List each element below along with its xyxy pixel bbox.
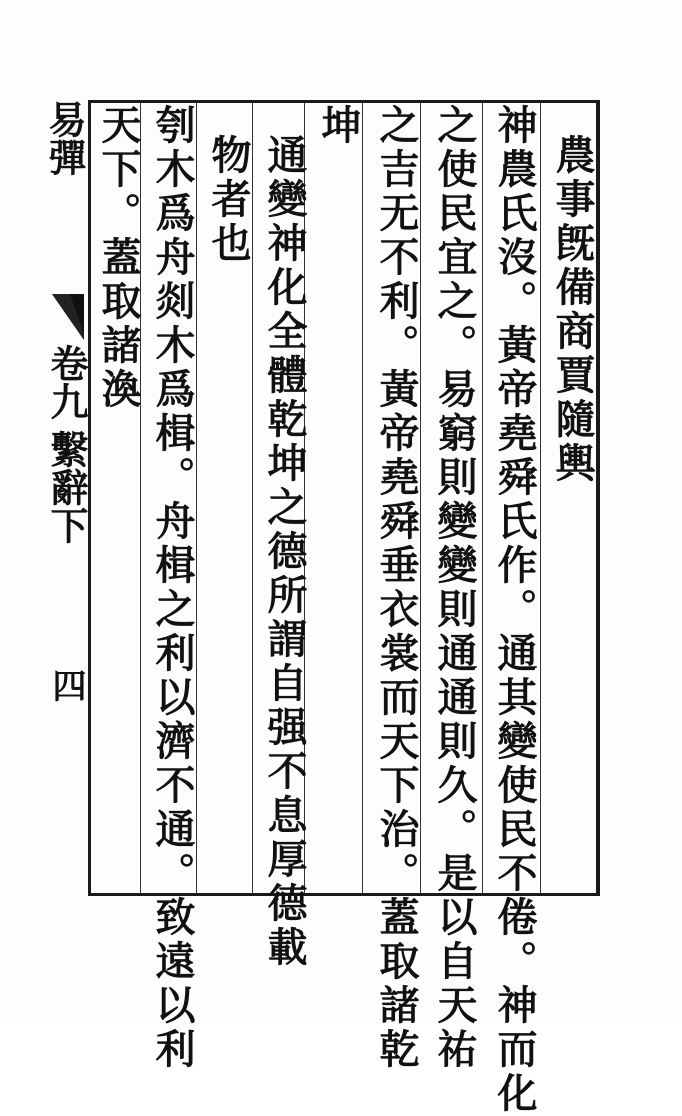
- chapter-label: 卷九: [44, 344, 89, 420]
- column-rule: [482, 103, 483, 893]
- text-column: 神農氏沒。黃帝堯舜氏作。通其變使民不倦。神而化: [491, 104, 538, 1116]
- text-column: 物者也: [205, 134, 252, 266]
- fishtail-mark-icon: [50, 294, 84, 340]
- text-column: 通變神化全體乾坤之德所謂自强不息厚德載: [261, 134, 308, 970]
- page-number: 四: [46, 668, 86, 702]
- text-column: 天下。蓋取諸渙: [95, 104, 142, 412]
- column-rule: [196, 103, 197, 893]
- text-column: 坤: [315, 104, 362, 148]
- text-column: 之吉无不利。黃帝堯舜垂衣裳而天下治。蓋取諸乾: [373, 104, 420, 1072]
- text-column: 農事旣備商賈隨輿: [549, 134, 596, 486]
- text-column: 刳木爲舟剡木爲楫。舟楫之利以濟不通。致遠以利: [149, 104, 196, 1072]
- column-rule: [540, 103, 541, 893]
- column-rule: [252, 103, 253, 893]
- text-column: 之使民宜之。易窮則變變則通通則久。是以自天祐: [431, 104, 478, 1072]
- column-rule: [420, 103, 421, 893]
- section-label: 繫辭下: [44, 430, 89, 544]
- book-title: 易彈: [42, 100, 87, 176]
- column-rule: [362, 103, 363, 893]
